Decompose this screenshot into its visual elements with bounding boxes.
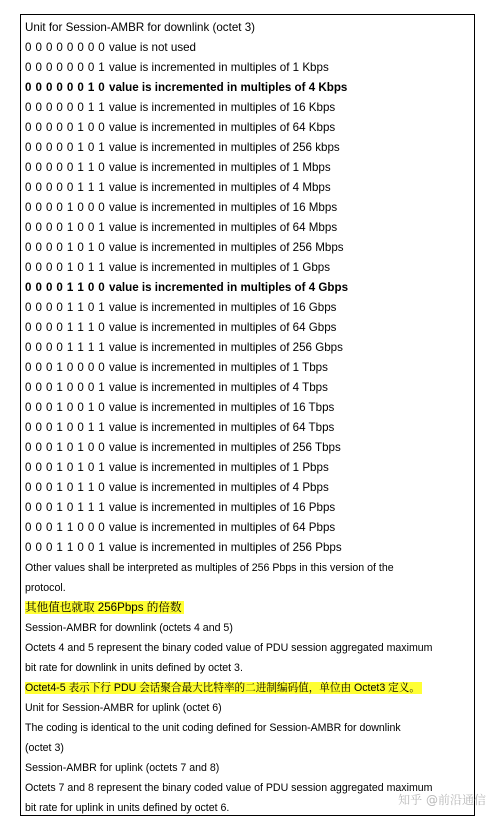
unit-code-row — [25, 238, 470, 258]
unit-description: value is incremented in multiples of 4 Tbps — [109, 381, 328, 394]
bit-pattern: 0 0 0 0 0 1 1 0 — [25, 161, 106, 174]
unit-description: value is incremented in multiples of 16 Mbps — [109, 201, 338, 214]
unit-code-row — [25, 298, 470, 318]
unit-description: value is incremented in multiples of 256 Gbps — [109, 341, 343, 354]
unit-code-row — [25, 258, 470, 278]
unit-description: value is incremented in multiples of 4 Kbps — [109, 81, 348, 94]
unit-description: value is incremented in multiples of 4 Mbps — [109, 181, 331, 194]
ul-ambr-heading: Session-AMBR for uplink (octets 7 and 8) — [25, 762, 220, 774]
bit-pattern: 0 0 0 0 1 0 0 1 — [25, 221, 106, 234]
other-values-line-2: protocol. — [25, 582, 66, 594]
unit-description: value is incremented in multiples of 1 Pbps — [109, 461, 329, 474]
bit-pattern: 0 0 0 0 0 1 1 1 — [25, 181, 106, 194]
unit-code-row — [25, 438, 470, 458]
bit-pattern: 0 0 0 1 0 0 1 0 — [25, 401, 106, 414]
bit-pattern: 0 0 0 1 0 1 0 1 — [25, 461, 106, 474]
spec-content — [25, 18, 470, 818]
unit-code-row — [25, 38, 470, 58]
unit-code-row — [25, 518, 470, 538]
bit-pattern: 0 0 0 0 0 1 0 1 — [25, 141, 106, 154]
unit-description: value is incremented in multiples of 64 Tbps — [109, 421, 335, 434]
unit-description: value is incremented in multiples of 64 Pbps — [109, 521, 336, 534]
bit-pattern: 0 0 0 0 0 0 0 1 — [25, 61, 106, 74]
unit-code-row — [25, 158, 470, 178]
bit-pattern: 0 0 0 1 1 0 0 1 — [25, 541, 106, 554]
ul-unit-desc-line-2: (octet 3) — [25, 742, 64, 754]
bit-pattern: 0 0 0 0 1 0 1 1 — [25, 261, 106, 274]
ul-unit-desc-line-1: The coding is identical to the unit coding defined for Session-AMBR for downlink — [25, 722, 401, 734]
bit-pattern: 0 0 0 1 0 1 1 0 — [25, 481, 106, 494]
ul-ambr-desc-line-2: bit rate for uplink in units defined by octet 6. — [25, 802, 230, 814]
cn-note-octet4-5: Octet4-5 表示下行 PDU 会话聚合最大比特率的二进制编码值，单位由 Octet3 定义。 — [25, 682, 420, 694]
unit-code-rows — [25, 38, 470, 558]
dl-ambr-desc-line-1: Octets 4 and 5 represent the binary coded value of PDU session aggregated maximum — [25, 642, 433, 654]
unit-description: value is incremented in multiples of 16 Gbps — [109, 301, 337, 314]
bit-pattern: 0 0 0 0 0 0 0 0 — [25, 41, 106, 54]
bit-pattern: 0 0 0 1 0 0 0 0 — [25, 361, 106, 374]
unit-description: value is incremented in multiples of 256 Mbps — [109, 241, 344, 254]
unit-description: value is incremented in multiples of 256 Pbps — [109, 541, 342, 554]
bit-pattern: 0 0 0 0 1 0 1 0 — [25, 241, 106, 254]
unit-description: value is incremented in multiples of 256 kbps — [109, 141, 340, 154]
unit-description: value is incremented in multiples of 4 Pbps — [109, 481, 329, 494]
unit-code-row — [25, 358, 470, 378]
bit-pattern: 0 0 0 0 0 1 0 0 — [25, 121, 106, 134]
unit-code-row — [25, 58, 470, 78]
bit-pattern: 0 0 0 0 0 0 1 0 — [25, 81, 106, 94]
ul-unit-heading: Unit for Session-AMBR for uplink (octet 6) — [25, 702, 222, 714]
unit-code-row — [25, 178, 470, 198]
unit-code-row — [25, 398, 470, 418]
unit-description: value is incremented in multiples of 64 Gbps — [109, 321, 337, 334]
unit-description: value is incremented in multiples of 64 Kbps — [109, 121, 336, 134]
bit-pattern: 0 0 0 1 0 1 1 1 — [25, 501, 106, 514]
dl-ambr-desc-line-2: bit rate for downlink in units defined by octet 3. — [25, 662, 243, 674]
unit-description: value is incremented in multiples of 16 Kbps — [109, 101, 336, 114]
dl-ambr-heading: Session-AMBR for downlink (octets 4 and 5) — [25, 622, 233, 634]
unit-description: value is incremented in multiples of 256 Tbps — [109, 441, 341, 454]
unit-code-row — [25, 138, 470, 158]
unit-code-row — [25, 478, 470, 498]
cn-note-other-values: 其他值也就取 256Pbps 的倍数 — [25, 601, 182, 614]
unit-description: value is not used — [109, 41, 197, 54]
unit-code-row — [25, 78, 470, 98]
unit-code-row — [25, 378, 470, 398]
unit-code-row — [25, 458, 470, 478]
unit-description: value is incremented in multiples of 1 Mbps — [109, 161, 331, 174]
watermark: 知乎 @前沿通信 — [398, 793, 486, 807]
bit-pattern: 0 0 0 1 0 1 0 0 — [25, 441, 106, 454]
bit-pattern: 0 0 0 1 1 0 0 0 — [25, 521, 106, 534]
bit-pattern: 0 0 0 1 0 0 0 1 — [25, 381, 106, 394]
spec-table — [20, 14, 475, 816]
bit-pattern: 0 0 0 0 1 1 0 0 — [25, 281, 106, 294]
bit-pattern: 0 0 0 1 0 0 1 1 — [25, 421, 106, 434]
bit-pattern: 0 0 0 0 0 0 1 1 — [25, 101, 106, 114]
unit-description: value is incremented in multiples of 1 Tbps — [109, 361, 328, 374]
unit-code-row — [25, 218, 470, 238]
unit-code-row — [25, 318, 470, 338]
unit-description: value is incremented in multiples of 1 Kbps — [109, 61, 329, 74]
unit-code-row — [25, 278, 470, 298]
unit-code-row — [25, 498, 470, 518]
unit-description: value is incremented in multiples of 16 Tbps — [109, 401, 335, 414]
unit-description: value is incremented in multiples of 1 Gbps — [109, 261, 331, 274]
dl-unit-title: Unit for Session-AMBR for downlink (octet 3) — [25, 21, 256, 34]
unit-description: value is incremented in multiples of 64 Mbps — [109, 221, 338, 234]
unit-description: value is incremented in multiples of 4 Gbps — [109, 281, 349, 294]
unit-code-row — [25, 98, 470, 118]
bit-pattern: 0 0 0 0 1 0 0 0 — [25, 201, 106, 214]
unit-code-row — [25, 118, 470, 138]
unit-code-row — [25, 538, 470, 558]
other-values-line-1: Other values shall be interpreted as multiples of 256 Pbps in this version of the — [25, 562, 394, 574]
bit-pattern: 0 0 0 0 1 1 1 0 — [25, 321, 106, 334]
bit-pattern: 0 0 0 0 1 1 1 1 — [25, 341, 106, 354]
unit-code-row — [25, 338, 470, 358]
unit-description: value is incremented in multiples of 16 Pbps — [109, 501, 336, 514]
unit-code-row — [25, 198, 470, 218]
unit-code-row — [25, 418, 470, 438]
bit-pattern: 0 0 0 0 1 1 0 1 — [25, 301, 106, 314]
ul-ambr-desc-line-1: Octets 7 and 8 represent the binary coded value of PDU session aggregated maximum — [25, 782, 433, 794]
